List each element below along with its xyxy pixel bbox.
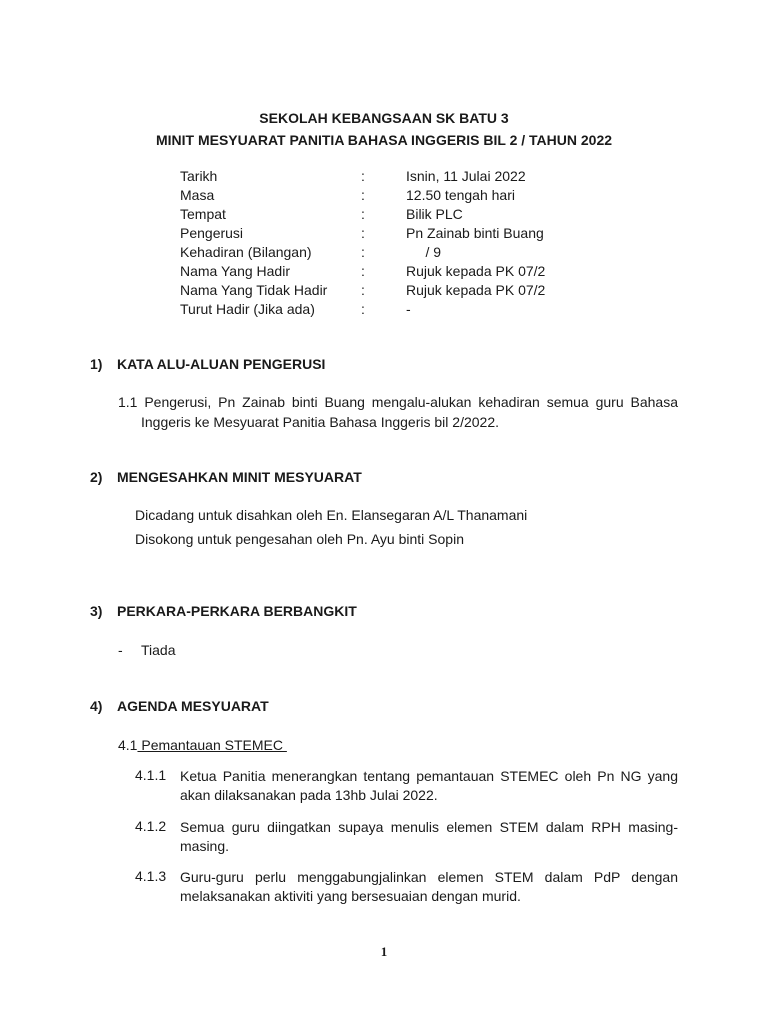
info-colon: :	[361, 301, 365, 317]
section-number: 4)	[90, 698, 103, 714]
info-label: Masa	[180, 187, 215, 203]
info-row-date	[0, 168, 768, 186]
info-colon: :	[361, 282, 365, 298]
item-text: Ketua Panitia menerangkan tentang pemantauan STEMEC oleh Pn NG yang akan dilaksanakan pada 13hb Julai 2022.	[180, 768, 678, 803]
info-value: -	[406, 301, 411, 317]
item-text: Semua guru diingatkan supaya menulis elemen STEM dalam RPH masing-masing.	[180, 819, 678, 854]
info-value: Pn Zainab binti Buang	[406, 225, 544, 241]
info-row-absent	[0, 282, 768, 300]
info-colon: :	[361, 187, 365, 203]
section-title: MENGESAHKAN MINIT MESYUARAT	[117, 469, 362, 485]
section-1-paragraph-line-1: 1.1 Pengerusi, Pn Zainab binti Buang mengalu-alukan kehadiran semua guru Bahasa	[118, 394, 678, 410]
item-number: 4.1.3	[135, 868, 167, 884]
subsection-4-1-heading	[118, 737, 287, 753]
info-label: Pengerusi	[180, 225, 244, 241]
matters-arising-item: Tiada	[141, 642, 176, 658]
seconded-by-line: Disokong untuk pengesahan oleh Pn. Ayu binti Sopin	[135, 531, 464, 547]
section-title: PERKARA-PERKARA BERBANGKIT	[117, 603, 357, 619]
info-value: / 9	[406, 244, 442, 260]
page-number: 1	[380, 944, 388, 959]
info-row-place	[0, 206, 768, 224]
section-title: KATA ALU-ALUAN PENGERUSI	[117, 356, 326, 372]
section-number: 3)	[90, 603, 103, 619]
item-number: 4.1.2	[135, 818, 167, 834]
minutes-title-heading: MINIT MESYUARAT PANITIA BAHASA INGGERIS BIL 2 / TAHUN 2022	[155, 132, 613, 148]
info-value: Isnin, 11 Julai 2022	[406, 168, 526, 184]
section-number: 1)	[90, 356, 103, 372]
info-row-time	[0, 187, 768, 205]
info-row-present	[0, 263, 768, 281]
info-row-chair	[0, 225, 768, 243]
info-colon: :	[361, 168, 365, 184]
info-label: Tempat	[180, 206, 226, 222]
bullet-dash: -	[118, 642, 123, 658]
info-colon: :	[361, 244, 365, 260]
info-label: Nama Yang Tidak Hadir	[180, 282, 328, 298]
info-label: Tarikh	[180, 168, 218, 184]
info-colon: :	[361, 225, 365, 241]
proposed-by-line: Dicadang untuk disahkan oleh En. Elansegaran A/L Thanamani	[135, 507, 528, 523]
info-value: Rujuk kepada PK 07/2	[406, 282, 546, 298]
item-number: 4.1.1	[135, 767, 167, 783]
subsection-title: Pemantauan STEMEC	[137, 737, 287, 753]
info-colon: :	[361, 263, 365, 279]
info-row-also-present	[0, 301, 768, 319]
info-value: Bilik PLC	[406, 206, 463, 222]
info-label: Nama Yang Hadir	[180, 263, 290, 279]
school-name-heading: SEKOLAH KEBANGSAAN SK BATU 3	[259, 110, 509, 126]
section-1-paragraph-line-2: Inggeris ke Mesyuarat Panitia Bahasa Inggeris bil 2/2022.	[141, 414, 499, 430]
info-row-attendance-count	[0, 244, 768, 262]
info-value: 12.50 tengah hari	[406, 187, 515, 203]
subsection-number: 4.1	[118, 737, 138, 753]
info-label: Kehadiran (Bilangan)	[180, 244, 312, 260]
info-colon: :	[361, 206, 365, 222]
item-text: Guru-guru perlu menggabungjalinkan elemen STEM dalam PdP dengan melaksanakan aktiviti yang bersesuaian dengan murid.	[180, 869, 678, 904]
info-value: Rujuk kepada PK 07/2	[406, 263, 546, 279]
section-number: 2)	[90, 469, 103, 485]
section-title: AGENDA MESYUARAT	[117, 698, 269, 714]
info-label: Turut Hadir (Jika ada)	[180, 301, 315, 317]
